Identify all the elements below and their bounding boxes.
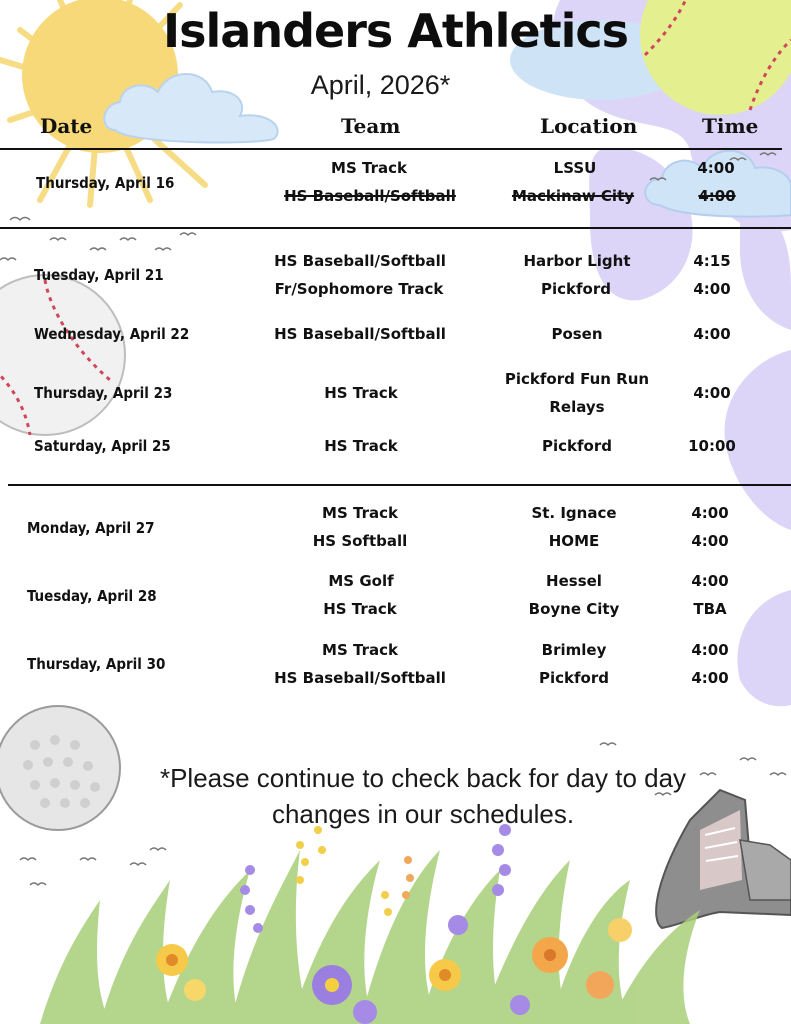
- event-time: 10:00: [688, 437, 736, 455]
- schedule-note-text: *Please continue to check back for day to day changes in our schedules.: [159, 763, 687, 829]
- event-location: Harbor Light: [523, 252, 631, 270]
- event-team: HS Track: [323, 600, 397, 618]
- divider: [8, 484, 791, 486]
- event-team: HS Baseball/Softball: [274, 252, 446, 270]
- event-team-cancelled: HS Baseball/Softball: [284, 187, 456, 205]
- event-time: 4:00: [697, 159, 735, 177]
- event-team: HS Baseball/Softball: [274, 325, 446, 343]
- event-location-line2: Relays: [549, 398, 605, 416]
- page-subtitle: April, 2026*: [310, 70, 451, 100]
- event-location: HOME: [548, 532, 600, 550]
- event-date: Thursday, April 16: [36, 174, 175, 192]
- event-date: Saturday, April 25: [34, 437, 171, 455]
- column-header-time: Time: [702, 114, 759, 138]
- event-time: 4:00: [691, 669, 729, 687]
- event-time: 4:00: [691, 572, 729, 590]
- event-time: 4:00: [691, 532, 729, 550]
- event-time: 4:15: [693, 252, 731, 270]
- event-team: MS Track: [322, 641, 398, 659]
- event-team: HS Softball: [312, 532, 408, 550]
- event-time: 4:00: [693, 384, 731, 402]
- event-location: LSSU: [553, 159, 597, 177]
- baseball-icon: [0, 275, 125, 435]
- event-location: Brimley: [541, 641, 607, 659]
- page-title: Islanders Athletics: [163, 4, 628, 58]
- event-time: 4:00: [693, 325, 731, 343]
- column-header-location: Location: [540, 114, 638, 138]
- event-team: HS Track: [324, 384, 398, 402]
- event-location-cancelled: Mackinaw City: [511, 187, 635, 205]
- event-date: Tuesday, April 21: [34, 266, 164, 284]
- event-location: Pickford: [539, 669, 609, 687]
- event-team: MS Golf: [328, 572, 394, 590]
- event-team: HS Baseball/Softball: [274, 669, 446, 687]
- event-date: Tuesday, April 28: [27, 587, 157, 605]
- event-team: MS Track: [322, 504, 398, 522]
- event-date: Monday, April 27: [27, 519, 155, 537]
- event-team: MS Track: [331, 159, 407, 177]
- event-time: 4:00: [693, 280, 731, 298]
- event-location: St. Ignace: [531, 504, 617, 522]
- event-team: HS Track: [324, 437, 398, 455]
- divider: [0, 227, 791, 229]
- event-location: Posen: [551, 325, 603, 343]
- event-location: Boyne City: [528, 600, 620, 618]
- event-time: 4:00: [691, 504, 729, 522]
- event-time: TBA: [693, 600, 727, 618]
- event-team: Fr/Sophomore Track: [274, 280, 444, 298]
- event-date: Thursday, April 23: [34, 384, 173, 402]
- event-date: Wednesday, April 22: [34, 325, 190, 343]
- event-time-cancelled: 4:00: [698, 187, 736, 205]
- column-header-team: Team: [341, 114, 401, 138]
- event-location: Hessel: [546, 572, 602, 590]
- event-location: Pickford: [541, 280, 611, 298]
- schedule-note: [0, 760, 791, 832]
- divider: [0, 148, 782, 150]
- event-time: 4:00: [691, 641, 729, 659]
- event-date: Thursday, April 30: [27, 655, 166, 673]
- event-location: Pickford: [542, 437, 612, 455]
- column-header-date: Date: [40, 114, 93, 138]
- event-location: Pickford Fun Run: [504, 370, 650, 388]
